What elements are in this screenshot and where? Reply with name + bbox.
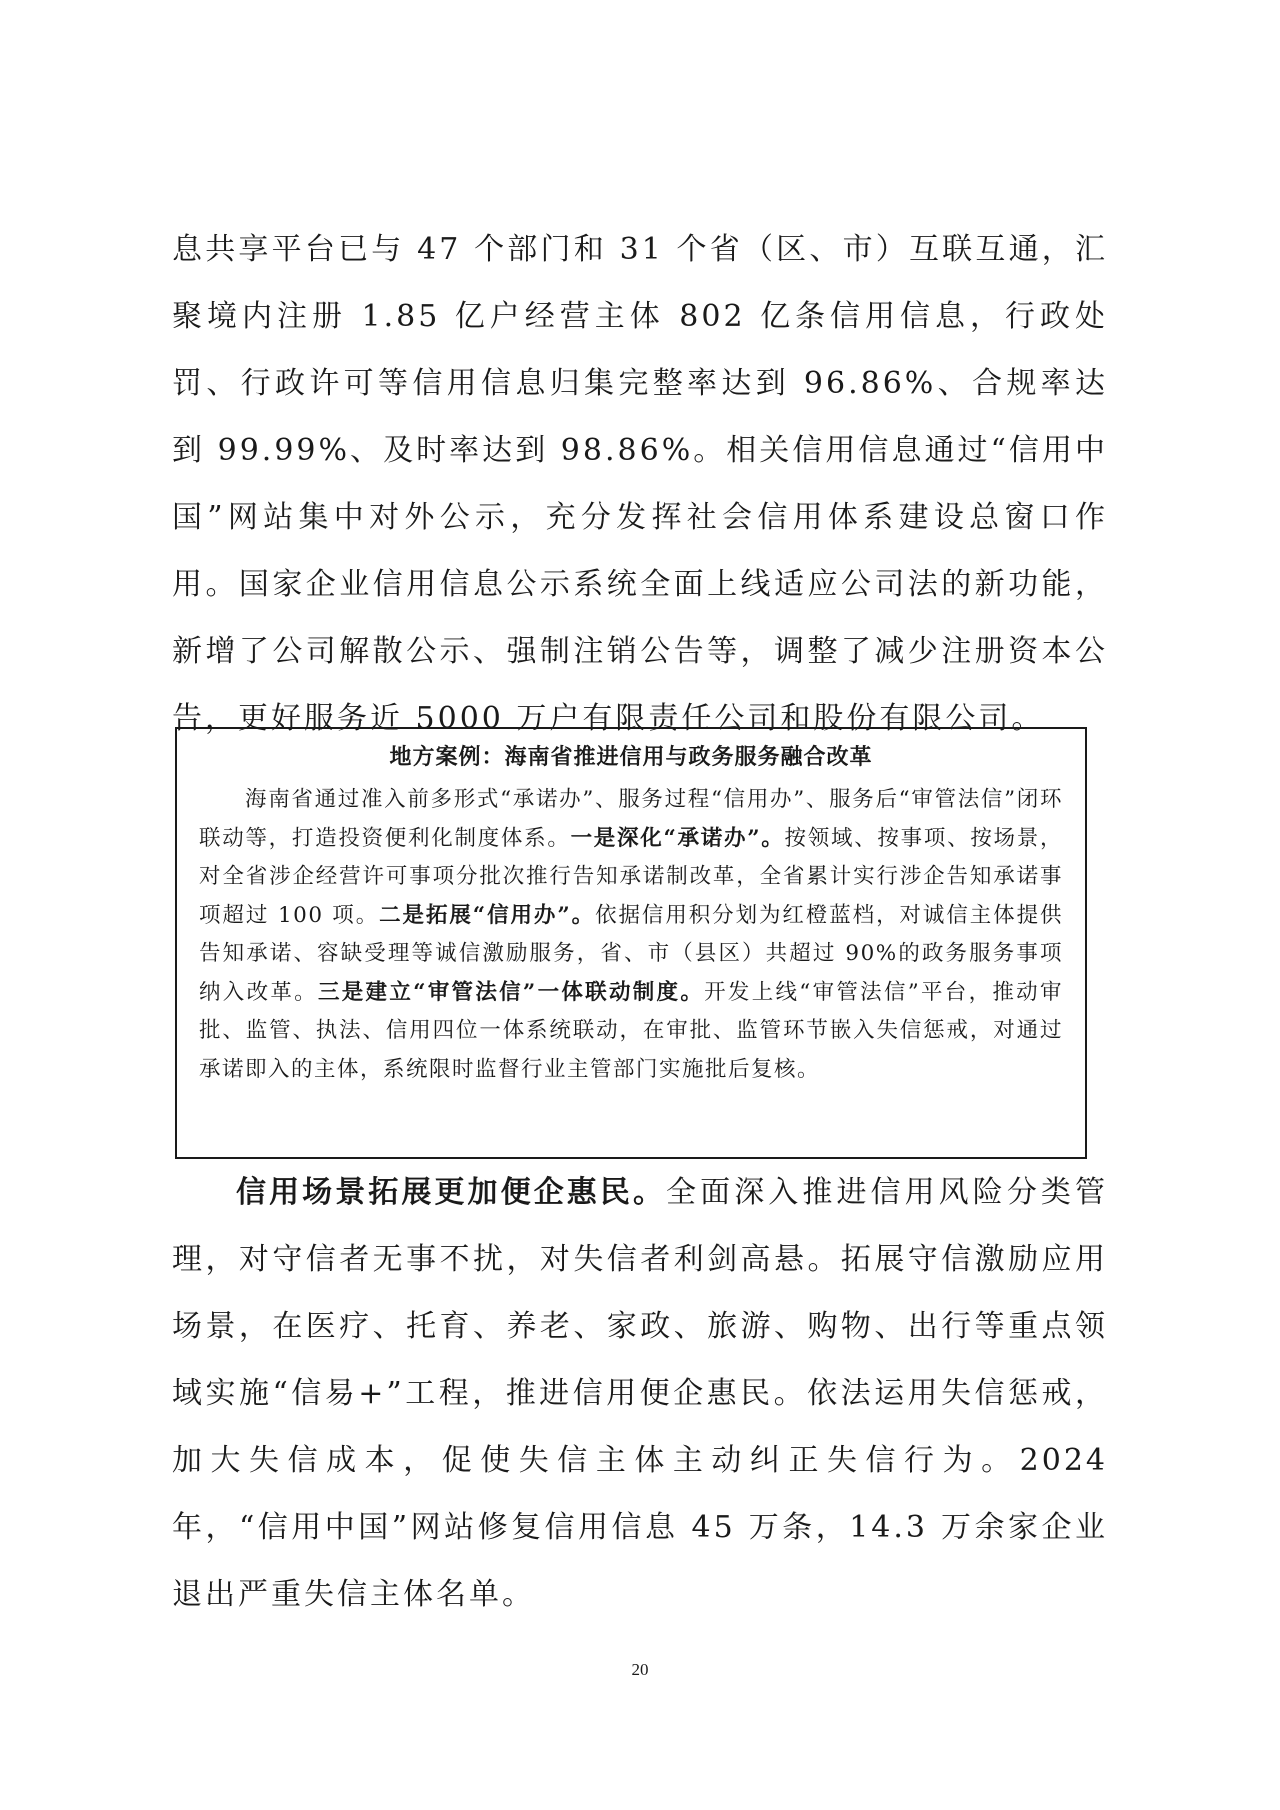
case-point-3-text: 开发上线“审管法信”平台，推动审批、监管、执法、信用四位一体系统联动，在审批、监管环节嵌入失信惩戒，对通过承诺即入的主体，系统限时监督行业主管部门实施批后复核。 (199, 979, 1063, 1082)
paragraph-body-text: 全面深入推进信用风险分类管理，对守信者无事不扰，对失信者利剑高悬。拓展守信激励应用场景，在医疗、托育、养老、家政、旅游、购物、出行等重点领域实施“信易+”工程，推进信用便企惠民。依法运用失信惩戒，加大失信成本，促使失信主体主动纠正失信行为。2024 年，“信用中国”网站修复信用信息 45 万条，14.3 万余家企业退出严重失信主体名单。 (172, 1175, 1109, 1612)
case-study-title: 地方案例：海南省推进信用与政务服务融合改革 (389, 745, 873, 770)
page-number: 20 (631, 1660, 649, 1679)
case-point-1-text: 按领域、按事项、按场景，对全省涉企经营许可事项分批次推行告知承诺制改革，全省累计实行涉企告知承诺事项超过 100 项。 (199, 825, 1063, 928)
case-study-body (199, 781, 1063, 1089)
case-point-2-heading: 二是拓展“信用办”。 (379, 902, 596, 928)
case-point-2-text: 依据信用积分划为红橙蓝档，对诚信主体提供告知承诺、容缺受理等诚信激励服务，省、市（县区）共超过 90%的政务服务事项纳入改革。 (199, 902, 1063, 1005)
case-study-box (175, 727, 1087, 1159)
body-paragraph-credit-platform: 息共享平台已与 47 个部门和 31 个省（区、市）互联互通，汇聚境内注册 1.85 亿户经营主体 802 亿条信用信息，行政处罚、行政许可等信用信息归集完整率达到 96.86%、合规率达到 99.99%、及时率达到 98.86%。相关信用信息通过“信用中国”网站集中对外公示，充分发挥社会信用体系建设总窗口作用。国家企业信用信息公示系统全面上线适应公司法的新功能，新增了公司解散公示、强制注销公告等，调整了减少注册资本公告，更好服务近 5000 万户有限责任公司和股份有限公司。 (172, 232, 1108, 736)
paragraph-lead-heading: 信用场景拓展更加便企惠民。 (236, 1175, 667, 1210)
case-study-intro: 海南省通过准入前多形式“承诺办”、服务过程“信用办”、服务后“审管法信”闭环联动等，打造投资便利化制度体系。 (199, 787, 1063, 851)
case-point-1-heading: 一是深化“承诺办”。 (570, 825, 785, 851)
case-point-3-heading: 三是建立“审管法信”一体联动制度。 (317, 979, 705, 1005)
body-paragraph-credit-scenarios (172, 1159, 1108, 1628)
